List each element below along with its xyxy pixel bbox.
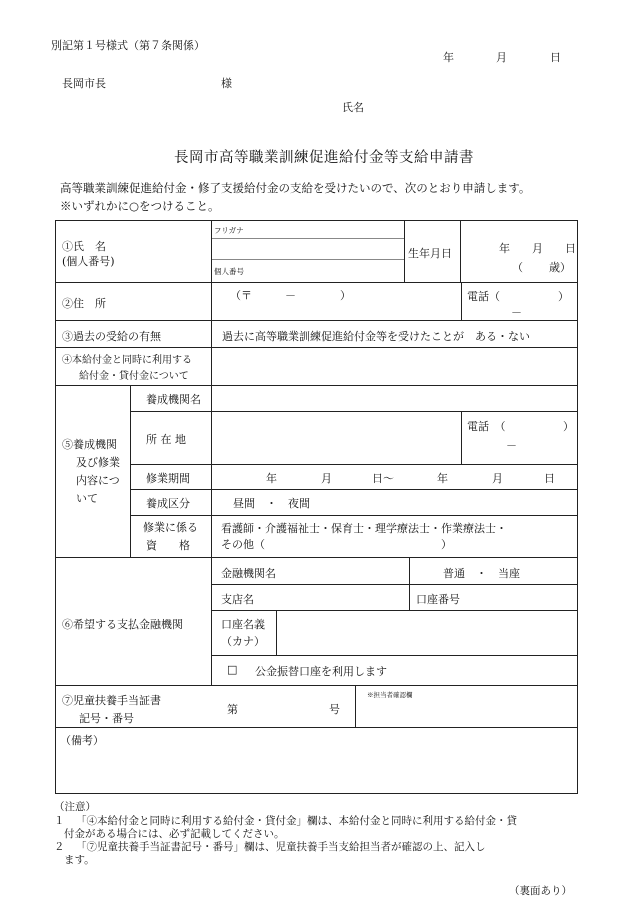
birthdate-ymd: 年 月 日 [499, 242, 576, 255]
past-receipt-label: ③過去の受給の有無 [62, 330, 161, 343]
birthdate-label: 生年月日 [408, 247, 452, 260]
qualification-label-2: 資 格 [146, 539, 190, 552]
address-phone-label: 電話（ [467, 290, 500, 303]
remarks-label: （備考） [60, 734, 104, 747]
name-label: ①氏 名 [62, 240, 106, 253]
concurrent-benefits-field[interactable] [213, 349, 576, 383]
concurrent-benefits-label-2: 給付金・貸付金について [79, 371, 189, 382]
period-end-month: 月 [492, 472, 503, 485]
age-close: 歳） [549, 261, 571, 274]
honorific: 様 [221, 77, 232, 90]
institution-name-label: 養成機関名 [146, 393, 201, 406]
note-1-line-2: 付金がある場合には、必ず記載してください。 [64, 828, 285, 840]
public-account-label: 公金振替口座を利用します [255, 665, 387, 678]
period-start-month: 月 [321, 472, 332, 485]
date-month: 月 [496, 51, 507, 64]
page-title: 長岡市高等職業訓練促進給付金等支給申請書 [174, 150, 474, 166]
qualification-label-1: 修業に係る [143, 521, 198, 534]
back-side-note: （裏面あり） [509, 885, 572, 897]
bank-name-label: 金融機関名 [221, 567, 276, 580]
address-label: ②住 所 [62, 297, 106, 310]
date-year: 年 [443, 51, 454, 64]
note-2-line-1: 「⑦児童扶養手当証書記号・番号」欄は、児童扶養手当支給担当者が確認の上、記入し [76, 841, 486, 853]
institution-location-label: 所 在 地 [146, 433, 186, 446]
age-open: （ [512, 261, 523, 274]
certificate-label-2: 記号・番号 [79, 712, 134, 725]
training-division-label: 養成区分 [146, 497, 190, 510]
note-2-line-2: ます。 [64, 854, 95, 866]
institution-location-field[interactable] [213, 413, 459, 462]
period-end-year: 年 [437, 472, 448, 485]
bank-name-field[interactable] [283, 559, 407, 582]
period-start-year: 年 [266, 472, 277, 485]
study-period-label: 修業期間 [146, 472, 190, 485]
training-division-choice[interactable]: 昼間 ・ 夜間 [233, 497, 310, 510]
qualification-other[interactable]: その他（ ） [221, 538, 452, 551]
intro-text: 高等職業訓練促進給付金・修了支援給付金の支給を受けたいので、次のとおり申請します。 [60, 181, 531, 195]
bank-section-label: ⑥希望する支払金融機関 [62, 618, 183, 631]
account-holder-field[interactable] [278, 612, 576, 653]
notes-heading: （注意） [54, 801, 96, 813]
certificate-label-1: ⑦児童扶養手当証書 [62, 694, 161, 707]
institution-phone-label: 電話 （ [467, 420, 506, 433]
applicant-name-label: 氏名 [342, 101, 364, 114]
training-group-label-4: いて [76, 492, 98, 505]
account-holder-kana-label: （カナ） [221, 635, 265, 648]
past-receipt-choice[interactable]: 過去に高等職業訓練促進給付金等を受けたことが ある・ない [222, 330, 530, 343]
public-account-checkbox[interactable]: □ [227, 663, 238, 676]
account-number-label: 口座番号 [416, 593, 460, 606]
remarks-field[interactable] [58, 748, 575, 792]
training-group-label-1: ⑤養成機関 [62, 438, 117, 451]
note-1-line-1: 「④本給付金と同時に利用する給付金・貸付金」欄は、本給付金と同時に利用する給付金・貸 [76, 815, 517, 827]
note-2-number: ２ [54, 841, 65, 853]
my-number-label: 個人番号 [214, 267, 244, 276]
certificate-go: 号 [329, 703, 340, 716]
address-phone-dash: － [511, 306, 522, 319]
staff-confirmation-label: ※担当者確認欄 [367, 691, 413, 699]
institution-name-field[interactable] [213, 387, 576, 409]
training-group-label-3: 内容につ [76, 474, 120, 487]
name-field[interactable] [214, 239, 402, 258]
furigana-label: フリガナ [214, 226, 244, 235]
qualification-options[interactable]: 看護師・介護福祉士・保育士・理学療法士・作業療法士・ [221, 522, 507, 535]
personal-number-label: (個人番号) [62, 255, 115, 268]
account-number-field[interactable] [470, 586, 576, 608]
form-reference: 別記第１号様式（第７条関係） [51, 39, 205, 52]
concurrent-benefits-label-1: ④本給付金と同時に利用する [62, 355, 192, 366]
branch-label: 支店名 [221, 593, 254, 606]
institution-phone-close: ） [563, 420, 574, 433]
certificate-dai: 第 [227, 703, 238, 716]
certificate-number-field[interactable] [245, 695, 325, 719]
address-phone-close: ） [558, 290, 569, 303]
postal-code-field[interactable]: （〒 － ） [230, 289, 351, 302]
note-1-number: １ [54, 815, 65, 827]
account-type-choice[interactable]: 普通 ・ 当座 [443, 567, 520, 580]
intro-instruction: ※いずれかに○をつけること。 [60, 199, 220, 213]
date-day: 日 [550, 51, 561, 64]
institution-phone-dash: － [506, 439, 517, 452]
branch-field[interactable] [265, 586, 407, 608]
account-holder-label: 口座名義 [221, 618, 265, 631]
addressee: 長岡市長 [62, 77, 106, 90]
period-end-day: 日 [544, 472, 555, 485]
training-group-label-2: 及び修業 [76, 456, 120, 469]
period-start-day: 日～ [372, 472, 394, 485]
